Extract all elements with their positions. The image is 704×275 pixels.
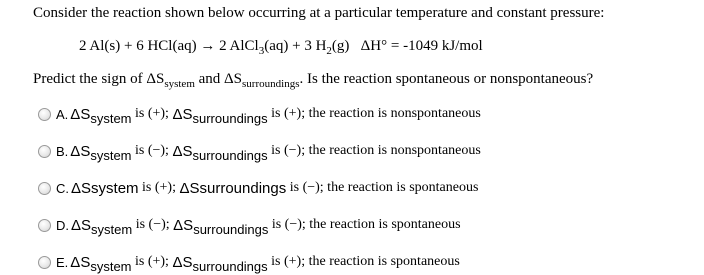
delta-s-surroundings: ΔSsurroundings: [179, 179, 287, 197]
option-letter: C.: [56, 180, 69, 196]
delta-s-system: ΔSsystem: [71, 179, 139, 197]
subscript-system: system: [90, 110, 132, 126]
delta-s-system: ΔS: [71, 216, 92, 234]
delta-s-system: ΔS: [70, 253, 91, 271]
option-letter: D.: [56, 217, 69, 233]
question-and: and ΔS: [194, 71, 243, 87]
option-letter: A.: [56, 106, 69, 122]
delta-s-surroundings: ΔS: [173, 216, 194, 234]
equation-right: (g) ΔH° = -1049 kJ/mol: [331, 38, 483, 54]
option-letter: E.: [56, 254, 69, 270]
delta-s-system: ΔS: [70, 142, 91, 160]
reaction-equation: [79, 38, 483, 57]
option-sign-system: is (+);: [131, 106, 173, 121]
equation-left: 2 Al(s) + 6 HCl(aq) → 2 AlCl: [79, 38, 259, 54]
option-conclusion: is (−); the reaction is spontaneous: [268, 217, 461, 232]
delta-s-system: ΔS: [70, 105, 91, 123]
delta-s-surroundings: ΔS: [172, 142, 193, 160]
radio-button-d[interactable]: [38, 219, 51, 232]
equation-subscript-1: 3: [258, 45, 265, 57]
option-sign-system: is (+);: [131, 254, 173, 269]
question-subscript-system: system: [164, 78, 195, 90]
radio-button-a[interactable]: [38, 108, 51, 121]
delta-s-surroundings: ΔS: [172, 105, 193, 123]
subscript-system: system: [90, 258, 132, 274]
question-suffix: . Is the reaction spontaneous or nonspontaneous?: [299, 71, 594, 87]
subscript-surroundings: surroundings: [192, 147, 268, 163]
option-conclusion: is (+); the reaction is spontaneous: [267, 254, 460, 269]
delta-s-surroundings: ΔS: [172, 253, 193, 271]
option-b[interactable]: [38, 141, 481, 161]
subscript-system: system: [91, 221, 133, 237]
question-prompt: [33, 71, 594, 90]
option-d[interactable]: [38, 215, 461, 235]
option-conclusion: is (−); the reaction is nonspontaneous: [267, 143, 481, 158]
question-prefix: Predict the sign of ΔS: [33, 71, 165, 87]
equation-mid: (aq) + 3 H: [264, 38, 327, 54]
option-conclusion: is (−); the reaction is spontaneous: [286, 180, 479, 195]
option-sign-system: is (−);: [131, 143, 173, 158]
option-a[interactable]: [38, 104, 481, 124]
radio-button-c[interactable]: [38, 182, 51, 195]
option-letter: B.: [56, 143, 69, 159]
question-subscript-surroundings: surroundings: [242, 78, 300, 90]
equation-subscript-2: 2: [326, 45, 332, 57]
option-c[interactable]: [38, 178, 478, 198]
question-intro: Consider the reaction shown below occurring at a particular temperature and constant pressure:: [33, 5, 605, 21]
option-sign-system: is (−);: [132, 217, 174, 232]
subscript-surroundings: surroundings: [192, 110, 268, 126]
radio-button-e[interactable]: [38, 256, 51, 269]
subscript-surroundings: surroundings: [193, 221, 269, 237]
option-e[interactable]: [38, 252, 460, 272]
option-sign-system: is (+);: [138, 180, 180, 195]
subscript-system: system: [90, 147, 132, 163]
radio-button-b[interactable]: [38, 145, 51, 158]
option-conclusion: is (+); the reaction is nonspontaneous: [267, 106, 481, 121]
subscript-surroundings: surroundings: [192, 258, 268, 274]
